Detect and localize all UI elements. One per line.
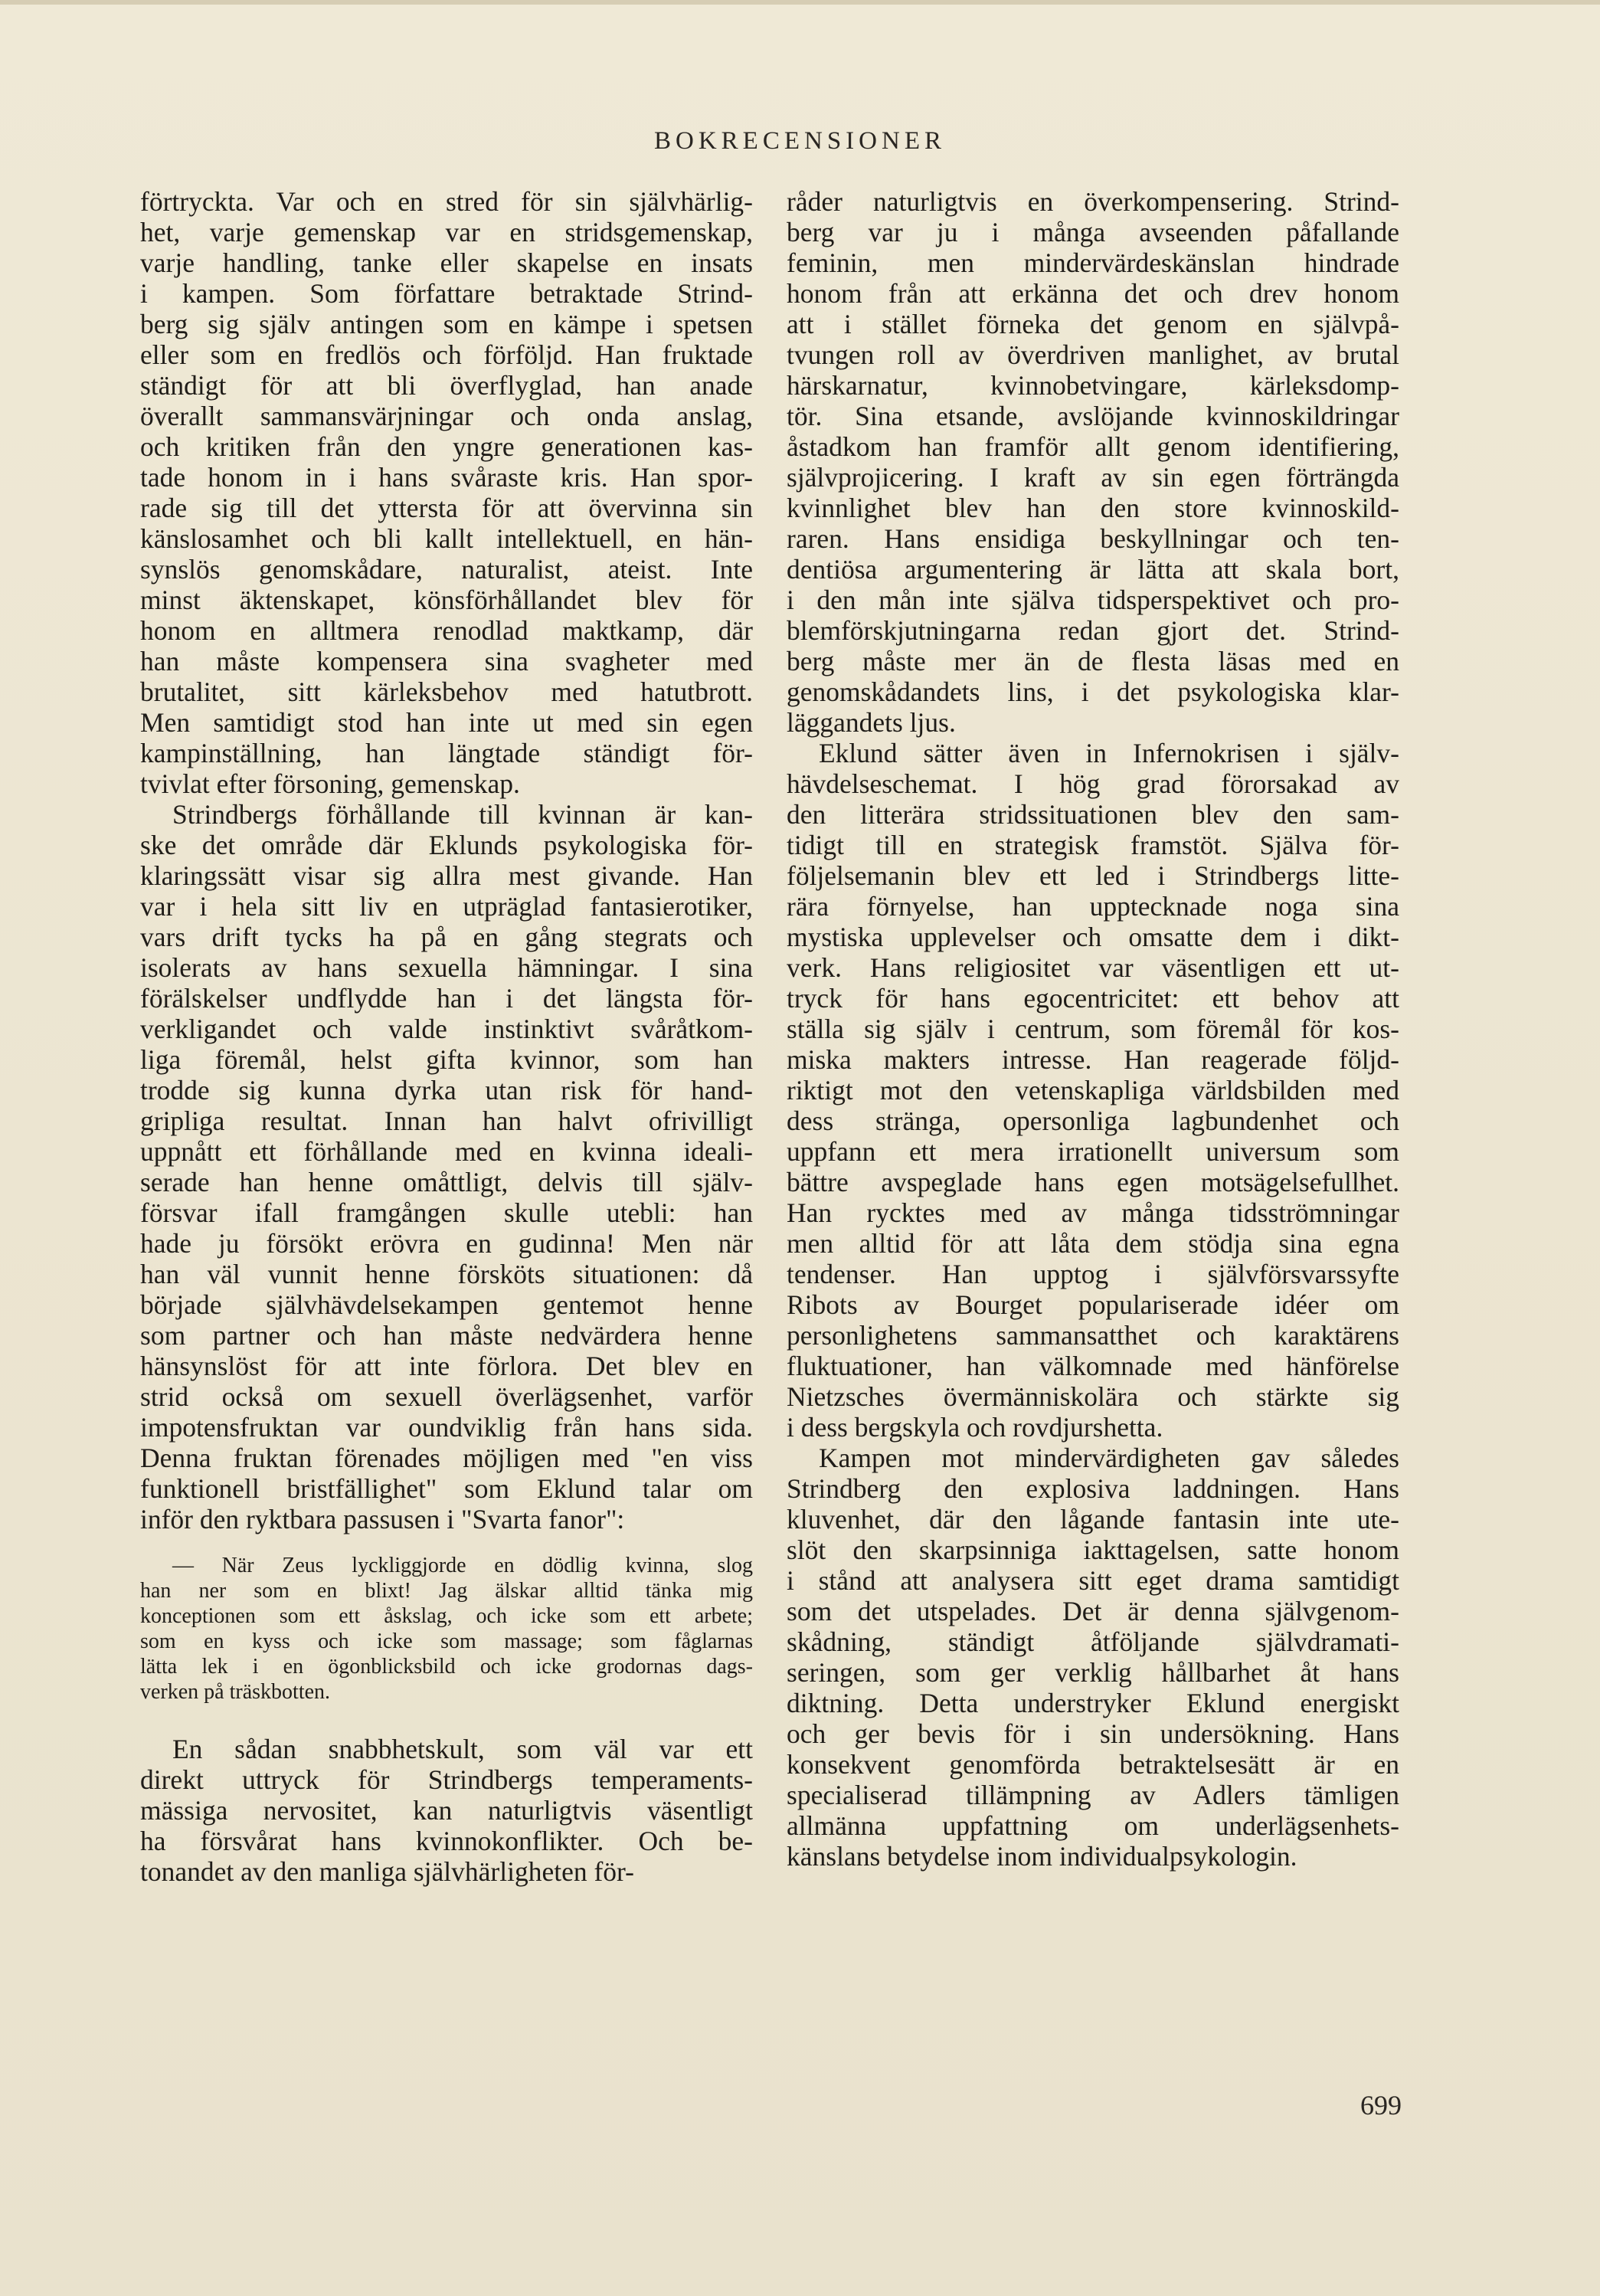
text-line: honom en alltmera renodlad maktkamp, där [140, 615, 753, 646]
text-line: härskarnatur, kvinnobetvingare, kärleksdomp- [787, 370, 1399, 401]
text-line: personlighetens sammansatthet och karaktärens [787, 1320, 1399, 1351]
text-line: isolerats av hans sexuella hämningar. I sina [140, 952, 753, 983]
quote-line: han ner som en blixt! Jag älskar alltid tänka mig [140, 1579, 753, 1603]
text-line: den litterära stridssituationen blev den sam- [787, 799, 1399, 830]
text-line: seringen, som ger verklig hållbarhet åt hans [787, 1657, 1399, 1688]
text-line: uppnått ett förhållande med en kvinna ideali- [140, 1136, 753, 1167]
text-line: Men samtidigt stod han inte ut med sin egen [140, 707, 753, 738]
paragraph [140, 186, 753, 799]
text-line: liga föremål, helst gifta kvinnor, som han [140, 1044, 753, 1075]
text-line: följelsemanin blev ett led i Strindbergs litte- [787, 860, 1399, 891]
text-line: funktionell bristfällighet" som Eklund talar om [140, 1473, 753, 1504]
text-line: impotensfruktan var oundviklig från hans sida. [140, 1412, 753, 1443]
text-line: att i stället förneka det genom en självpå- [787, 309, 1399, 339]
text-line: tidigt till en strategisk framstöt. Själva för- [787, 830, 1399, 860]
text-line: vars drift tycks ha på en gång stegrats och [140, 922, 753, 952]
text-line: strid också om sexuell överlägsenhet, varför [140, 1381, 753, 1412]
text-line: serade han henne omåttligt, delvis till själv- [140, 1167, 753, 1197]
text-line: ske det område där Eklunds psykologiska för- [140, 830, 753, 860]
text-line: som det utspelades. Det är denna självgenom- [787, 1596, 1399, 1626]
text-line: berg var ju i många avseenden påfallande [787, 217, 1399, 247]
running-head: BOKRECENSIONER [653, 127, 947, 155]
text-line: i den mån inte själva tidsperspektivet och pro- [787, 585, 1399, 615]
text-line: mässiga nervositet, kan naturligtvis väsentligt [140, 1795, 753, 1826]
text-line: kampinställning, han längtade ständigt för- [140, 738, 753, 768]
text-line: känslans betydelse inom individualpsykologin. [787, 1841, 1297, 1872]
text-line: hävdelseschemat. I hög grad förorsakad av [787, 768, 1399, 799]
text-line: tonandet av den manliga självhärligheten för- [140, 1856, 634, 1887]
quote-line: verken på träskbotten. [140, 1680, 331, 1704]
text-line: berg måste mer än de flesta läsas med en [787, 646, 1399, 676]
text-line: Han rycktes med av många tidsströmningar [787, 1197, 1399, 1228]
text-line: tvungen roll av överdriven manlighet, av brutal [787, 339, 1399, 370]
text-line: uppfann ett mera irrationellt universum som [787, 1136, 1399, 1167]
paragraph [140, 799, 753, 1534]
paragraph [787, 738, 1399, 1443]
text-line: och ger bevis för i sin undersökning. Hans [787, 1718, 1399, 1749]
text-line: gripliga resultat. Innan han halvt ofrivilligt [140, 1105, 753, 1136]
text-line: överallt sammansvärjningar och onda anslag, [140, 401, 753, 431]
text-line: läggandets ljus. [787, 707, 956, 738]
text-line: berg sig själv antingen som en kämpe i spetsen [140, 309, 753, 339]
text-line: försvar ifall framgången skulle utebli: han [140, 1197, 753, 1228]
text-line: han väl vunnit henne försköts situationen: då [140, 1259, 753, 1289]
paragraph [787, 1443, 1399, 1872]
paragraph [140, 1734, 753, 1887]
text-line: tryck för hans egocentricitet: ett behov att [787, 983, 1399, 1014]
text-line: kvinnlighet blev han den store kvinnoskild- [787, 493, 1399, 523]
text-line: men alltid för att låta dem stödja sina egna [787, 1228, 1399, 1259]
text-line: honom från att erkänna det och drev honom [787, 278, 1399, 309]
text-line: direkt uttryck för Strindbergs temperaments- [140, 1764, 753, 1795]
text-line: mystiska upplevelser och omsatte dem i dikt- [787, 922, 1399, 952]
text-line: feminin, men mindervärdeskänslan hindrade [787, 247, 1399, 278]
text-line: blemförskjutningarna redan gjort det. Strind- [787, 615, 1399, 646]
text-line: tendenser. Han upptog i självförsvarssyfte [787, 1259, 1399, 1289]
text-line: hänsynslöst för att inte förlora. Det blev en [140, 1351, 753, 1381]
text-line: Eklund sätter även in Infernokrisen i själv- [819, 738, 1399, 768]
text-line: han måste kompensera sina svagheter med [140, 646, 753, 676]
right-column [787, 186, 1399, 1872]
text-line: Ribots av Bourget populariserade idéer om [787, 1289, 1399, 1320]
text-line: synslös genomskådare, naturalist, ateist. Inte [140, 554, 753, 585]
text-line: Strindbergs förhållande till kvinnan är kan- [172, 799, 753, 830]
text-line: inför den ryktbara passusen i "Svarta fanor": [140, 1504, 625, 1534]
quote-line: konceptionen som ett åskslag, och icke som ett arbete; [140, 1604, 753, 1628]
quote-line: som en kyss och icke som massage; som fåglarnas [140, 1629, 753, 1653]
text-line: rade sig till det yttersta för att övervinna sin [140, 493, 753, 523]
text-line: raren. Hans ensidiga beskyllningar och ten- [787, 523, 1399, 554]
text-line: Strindberg den explosiva laddningen. Hans [787, 1473, 1399, 1504]
text-line: riktigt mot den vetenskapliga världsbilden med [787, 1075, 1399, 1105]
text-line: dess stränga, opersonliga lagbundenhet och [787, 1105, 1399, 1136]
text-line: fluktuationer, han välkomnade med hänförelse [787, 1351, 1399, 1381]
text-line: ha försvårat hans kvinnokonflikter. Och be- [140, 1826, 753, 1856]
text-line: kluvenhet, där den lågande fantasin inte ute- [787, 1504, 1399, 1534]
quote-line: — När Zeus lyckliggjorde en dödlig kvinna, slog [172, 1554, 753, 1577]
text-line: Denna fruktan förenades möjligen med "en viss [140, 1443, 753, 1473]
text-line: diktning. Detta understryker Eklund energiskt [787, 1688, 1399, 1718]
left-column [140, 186, 753, 1887]
text-line: miska makters intresse. Han reagerade följd- [787, 1044, 1399, 1075]
text-line: Nietzsches övermänniskolära och stärkte sig [787, 1381, 1399, 1412]
text-line: hade ju försökt erövra en gudinna! Men när [140, 1228, 753, 1259]
text-line: brutalitet, sitt kärleksbehov med hatutbrott. [140, 676, 753, 707]
quote-line: lätta lek i en ögonblicksbild och icke grodornas dags- [140, 1655, 753, 1679]
text-line: ständigt för att bli överflyglad, han anade [140, 370, 753, 401]
text-line: En sådan snabbhetskult, som väl var ett [172, 1734, 753, 1764]
text-line: var i hela sitt liv en utpräglad fantasierotiker, [140, 891, 753, 922]
text-line: känslosamhet och bli kallt intellektuell, en hän- [140, 523, 753, 554]
text-line: åstadkom han framför allt genom identifiering, [787, 431, 1399, 462]
text-line: specialiserad tillämpning av Adlers tämligen [787, 1780, 1399, 1810]
text-line: allmänna uppfattning om underlägsenhets- [787, 1810, 1399, 1841]
text-line: verk. Hans religiositet var väsentligen ett ut- [787, 952, 1399, 983]
text-line: började självhävdelsekampen gentemot henne [140, 1289, 753, 1320]
text-line: rära förnyelse, han upptecknade noga sina [787, 891, 1399, 922]
text-line: genomskådandets lins, i det psykologiska klar- [787, 676, 1399, 707]
text-line: i kampen. Som författare betraktade Strind- [140, 278, 753, 309]
text-line: tade honom in i hans svåraste kris. Han spor- [140, 462, 753, 493]
text-line: tvivlat efter försoning, gemenskap. [140, 768, 520, 799]
text-line: som partner och han måste nedvärdera henne [140, 1320, 753, 1351]
text-line: dentiösa argumentering är lätta att skala bort, [787, 554, 1399, 585]
text-line: verkligandet och valde instinktivt svåråtkom- [140, 1014, 753, 1044]
text-line: varje handling, tanke eller skapelse en insats [140, 247, 753, 278]
text-line: het, varje gemenskap var en stridsgemenskap, [140, 217, 753, 247]
text-line: i dess bergskyla och rovdjurshetta. [787, 1412, 1163, 1443]
text-line: råder naturligtvis en överkompensering. Strind- [787, 186, 1399, 217]
text-line: trodde sig kunna dyrka utan risk för hand- [140, 1075, 753, 1105]
text-line: klaringssätt visar sig allra mest givande. Han [140, 860, 753, 891]
text-line: eller som en fredlös och förföljd. Han fruktade [140, 339, 753, 370]
text-line: konsekvent genomförda betraktelsesätt är en [787, 1749, 1399, 1780]
text-line: Kampen mot mindervärdigheten gav således [819, 1443, 1399, 1473]
text-line: förtryckta. Var och en stred för sin självhärlig- [140, 186, 753, 217]
text-line: skådning, ständigt åtföljande självdramati- [787, 1626, 1399, 1657]
text-line: minst äktenskapet, könsförhållandet blev för [140, 585, 753, 615]
text-line: ställa sig själv i centrum, som föremål för kos- [787, 1014, 1399, 1044]
block-quote [140, 1553, 753, 1705]
text-line: förälskelser undflydde han i det längsta för- [140, 983, 753, 1014]
page-number: 699 [1360, 2090, 1402, 2121]
text-line: och kritiken från den yngre generationen kas- [140, 431, 753, 462]
page-top-edge [0, 0, 1600, 5]
text-line: slöt den skarpsinniga iakttagelsen, satte honom [787, 1534, 1399, 1565]
paragraph [787, 186, 1399, 738]
text-line: tör. Sina etsande, avslöjande kvinnoskildringar [787, 401, 1399, 431]
text-line: bättre avspeglade hans egen motsägelsefullhet. [787, 1167, 1399, 1197]
text-line: i stånd att analysera sitt eget drama samtidigt [787, 1565, 1399, 1596]
text-line: självprojicering. I kraft av sin egen förträngda [787, 462, 1399, 493]
